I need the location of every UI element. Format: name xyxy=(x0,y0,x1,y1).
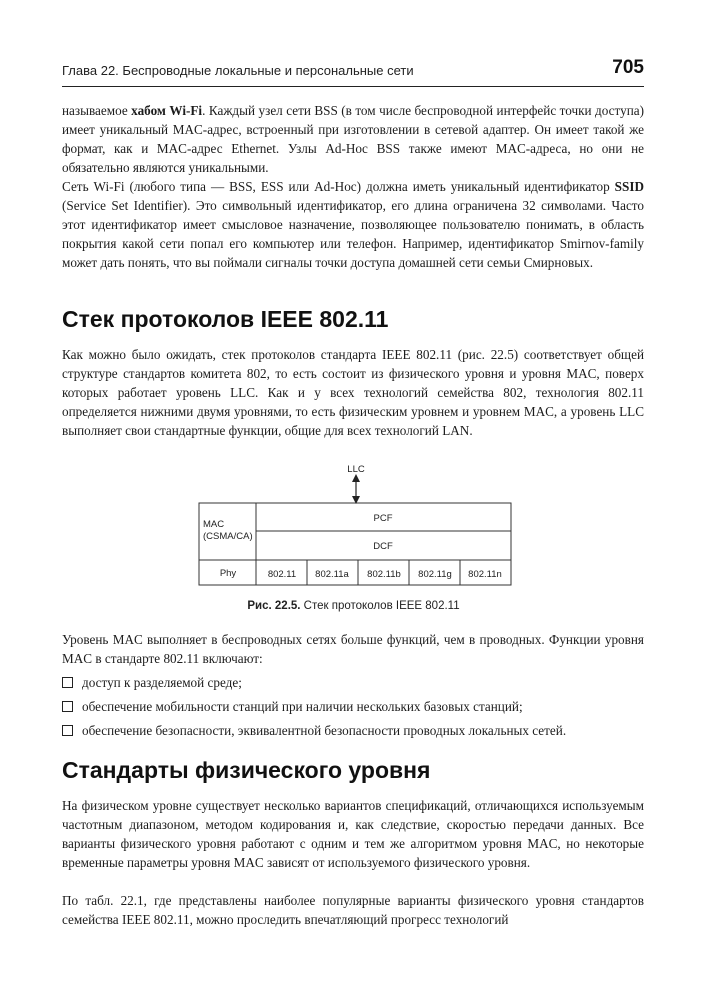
running-header xyxy=(62,56,644,87)
phy-variant-802-11n: 802.11n xyxy=(468,569,502,580)
figure-caption xyxy=(0,600,707,612)
list-item xyxy=(62,673,644,697)
paragraph-ssid xyxy=(62,177,644,272)
para1-text-2: . Каждый узел сети BSS (в том числе беспроводной интерфейс точки доступа) имеет уникальный MAC-адрес, встроенный при изготовлении в сетевой адаптер. Он имеет такой же формат, как и MAC-адрес Ethernet. Узлы Ad-Hoc BSS также имеют MAC-адреса, но они не обязательно являются уникальными. xyxy=(62,103,644,175)
llc-label: LLC xyxy=(347,464,365,475)
section-title-physical-standards: Стандарты физического уровня xyxy=(62,757,431,783)
pcf-cell: PCF xyxy=(373,513,393,524)
section-title-protocol-stack: Стек протоколов IEEE 802.11 xyxy=(62,306,389,332)
figure-caption-label: Рис. 22.5. xyxy=(247,600,301,612)
mac-functions-list xyxy=(62,673,644,745)
list-item xyxy=(62,697,644,721)
list-item xyxy=(62,721,644,745)
term-hub-wifi: хабом Wi-Fi xyxy=(131,103,203,118)
checkbox-bullet-icon xyxy=(62,677,73,688)
figure-caption-text: Стек протоколов IEEE 802.11 xyxy=(300,600,460,612)
stack-frame xyxy=(199,503,511,585)
list-item-text: обеспечение мобильности станций при наличии нескольких базовых станций; xyxy=(82,699,523,714)
paragraph-table-reference: По табл. 22.1, где представлены наиболее популярные варианты физического уровня стандартов семейства IEEE 802.11, можно проследить впечатляющий прогресс технологий xyxy=(62,893,644,927)
para2-text-2: (Service Set Identifier). Это символьный идентификатор, его длина ограничена 32 символами. Часто этот идентификатор имеет смысловое назначение, позволяющее пользователю понимать, в область покрытия какой сети попал его компьютер или телефон. Например, идентификатор Smirnov-family может дать понять, что вы поймали сигналы точки доступа домашней сети семьи Смирновых. xyxy=(62,198,644,270)
phy-variant-802-11g: 802.11g xyxy=(418,569,452,580)
checkbox-bullet-icon xyxy=(62,725,73,736)
para1-text-1: называемое xyxy=(62,103,132,118)
mac-label: MAC xyxy=(203,519,225,530)
paragraph-protocol-stack: Как можно было ожидать, стек протоколов стандарта IEEE 802.11 (рис. 22.5) соответствует общей структуре стандартов комитета 802, то есть состоит из физического уровня и уровня MAC, поверх которых работает уровень LLC. Как и у всех технологий семейства 802, технология 802.11 определяется нижними двумя уровнями, то есть физическим уровнем и уровнем MAC, а уровень LLC выполняет свои стандартные функции, общие для всех технологий LAN. xyxy=(62,347,644,438)
chapter-title: Глава 22. Беспроводные локальные и персональные сети xyxy=(62,63,414,78)
paragraph-hub-wifi xyxy=(62,101,644,177)
page-number: 705 xyxy=(612,57,644,78)
phy-cell: Phy xyxy=(219,568,237,579)
paragraph-mac-functions: Уровень MAC выполняет в беспроводных сетях больше функций, чем в проводных. Функции уровня MAC в стандарте 802.11 включают: xyxy=(62,632,644,666)
list-item-text: доступ к разделяемой среде; xyxy=(82,675,242,690)
checkbox-bullet-icon xyxy=(62,701,73,712)
term-ssid: SSID xyxy=(614,179,644,194)
mac-subtitle: (CSMA/CA) xyxy=(203,531,253,542)
phy-variant-802-11b: 802.11b xyxy=(367,569,401,580)
phy-variant-802-11: 802.11 xyxy=(267,569,297,580)
phy-variant-802-11a: 802.11a xyxy=(315,569,349,580)
dcf-cell: DCF xyxy=(373,541,393,552)
para2-text-1: Сеть Wi-Fi (любого типа — BSS, ESS или Ad-Hoc) должна иметь уникальный идентификатор xyxy=(62,179,615,194)
paragraph-physical-variants: На физическом уровне существует несколько вариантов спецификаций, отличающихся используемым частотным диапазоном, методом кодирования и, как следствие, скоростью передачи данных. Все варианты физического уровня работают с одним и тем же алгоритмом уровня MAC, но некоторые временные параметры уровня MAC зависят от используемого физического уровня. xyxy=(62,798,644,870)
list-item-text: обеспечение безопасности, эквивалентной безопасности проводных локальных сетей. xyxy=(82,723,567,738)
